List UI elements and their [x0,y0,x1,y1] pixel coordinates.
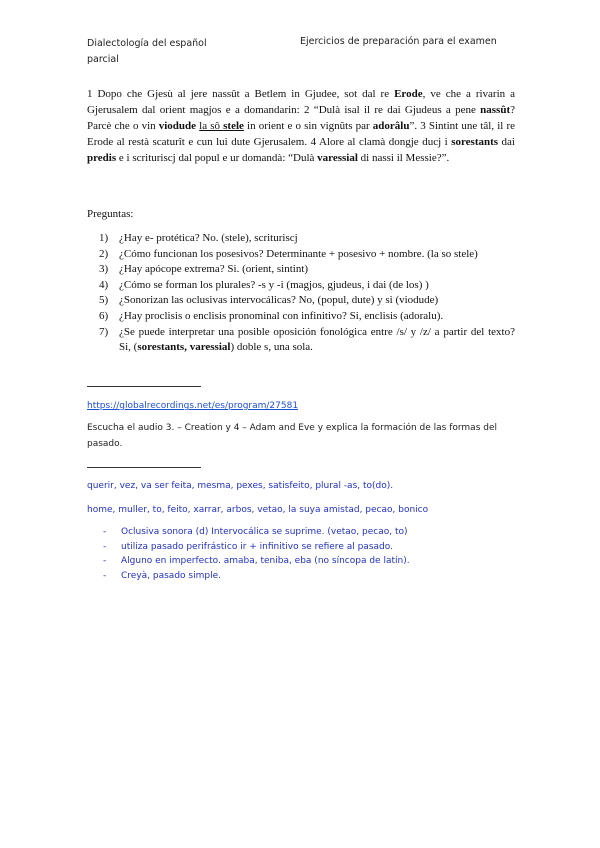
passage-underlined-text: la sô [199,120,224,132]
question-text: ¿Cómo se forman los plurales? -s y -i (magjos, gjudeus, i dai (de los) ) [119,278,429,291]
question-text-part: ) doble s, una sola. [230,340,313,353]
bullet-dash: - [103,541,107,552]
passage-bold: Erode [394,88,423,100]
answer-bullet-item [87,525,410,540]
bullet-dash: - [103,570,107,581]
answer-bullet-item [87,540,410,555]
audio-instruction: Escucha el audio 3. – Creation y 4 – Adam and Eve y explica la formación de las formas del pasado. [87,423,497,449]
question-item [87,278,515,293]
passage-bold: nassût [480,104,511,116]
passage-bold-underlined: stele [223,120,244,132]
question-text-part: ¿Se puede interpretar una posible oposición fonológica entre /s/ y /z/ a partir del texto? Si, ( [119,325,515,353]
bullet-text: utiliza pasado perifrástico ir + infinitivo se refiere al pasado. [121,541,393,552]
audio-program-link[interactable]: https://globalrecordings.net/es/program/27581 [87,401,299,411]
bullet-dash: - [103,527,107,537]
header-course-title: Dialectología del español parcial [87,38,207,65]
question-text: ¿Hay e- protética? No. (stele), scrituriscj [119,232,298,244]
header-exercise-title: Ejercicios de preparación para el examen [300,36,497,47]
question-text: ¿Hay apócope extrema? Si. (orient, sintint) [119,263,309,276]
questions-list [87,231,515,355]
question-text [119,325,515,355]
passage-text: ? Parcè che o vin [87,104,515,132]
separator-line [87,386,201,387]
question-number: 6) [99,309,109,322]
answer-bullet-item [87,554,410,569]
passage-text: di nassi il Messie?”. [357,152,450,164]
passage-bold: viodude [158,120,197,132]
separator-line [87,467,201,468]
passage-text: , ve che a rivarin a Gjerusalem dal orient magjos e a domandarin: 2 “Dulà isal il re dai Gjudeus a pene [87,88,515,116]
question-text-bold: sorestants, varessial [137,340,231,353]
answer-words-line-1: querir, vez, va ser feita, mesma, pexes, satisfeito, plural -as, to(do). [87,481,394,491]
passage-bold: predis [87,152,117,164]
passage-underlined [199,120,244,132]
passage-text: e i scrituriscj dal popul e ur domandà: “Dulà [116,152,318,164]
questions-heading: Preguntas: [87,208,134,220]
passage-bold: varessial [317,152,358,164]
bullet-text: Alguno en imperfecto. amaba, teniba, eba (no síncopa de latín). [121,556,410,567]
question-text: ¿Cómo funcionan los posesivos? Determinante + posesivo + nombre. (la so stele) [119,247,478,260]
passage-text: 1 Dopo che Gjesù al jere nassût a Betlem in Gjudee, sot dal re [87,88,395,100]
question-number: 5) [99,294,109,307]
question-number: 3) [99,263,109,276]
question-number: 1) [99,232,109,244]
question-item [87,309,515,324]
question-text: ¿Sonorizan las oclusivas intervocálicas? No, (popul, dute) y si (viodude) [119,294,439,307]
question-number: 4) [99,278,109,291]
friulian-passage [87,86,515,166]
question-number: 2) [99,247,109,260]
question-item [87,247,515,262]
question-number: 7) [99,325,109,338]
answer-bullet-list [87,525,410,583]
answer-words-line-2: home, muller, to, feito, xarrar, arbos, vetao, la suya amistad, pecao, bonico [87,505,429,515]
bullet-text: Oclusiva sonora (d) Intervocálica se suprime. (vetao, pecao, to) [121,527,408,537]
bullet-dash: - [103,556,107,567]
passage-bold: sorestants [451,136,499,148]
question-item [87,325,515,355]
passage-text: ”. 3 Sintint une tâl, il re Erode al restà scaturît e cun lui dute Gjerusalem. 4 Alore al clamà dongje ducj i [87,120,515,148]
bullet-text: Creyà, pasado simple. [121,570,221,581]
passage-text: dai [498,136,515,148]
question-item [87,262,515,277]
passage-text: in orient e o sin vignûts par [243,120,373,132]
question-text: ¿Hay proclisis o enclisis pronominal con infinitivo? Si, enclisis (adoralu). [119,309,444,322]
question-item [87,231,515,246]
question-item [87,293,515,308]
answer-bullet-item [87,569,410,584]
passage-bold: adorâlu [372,120,410,132]
